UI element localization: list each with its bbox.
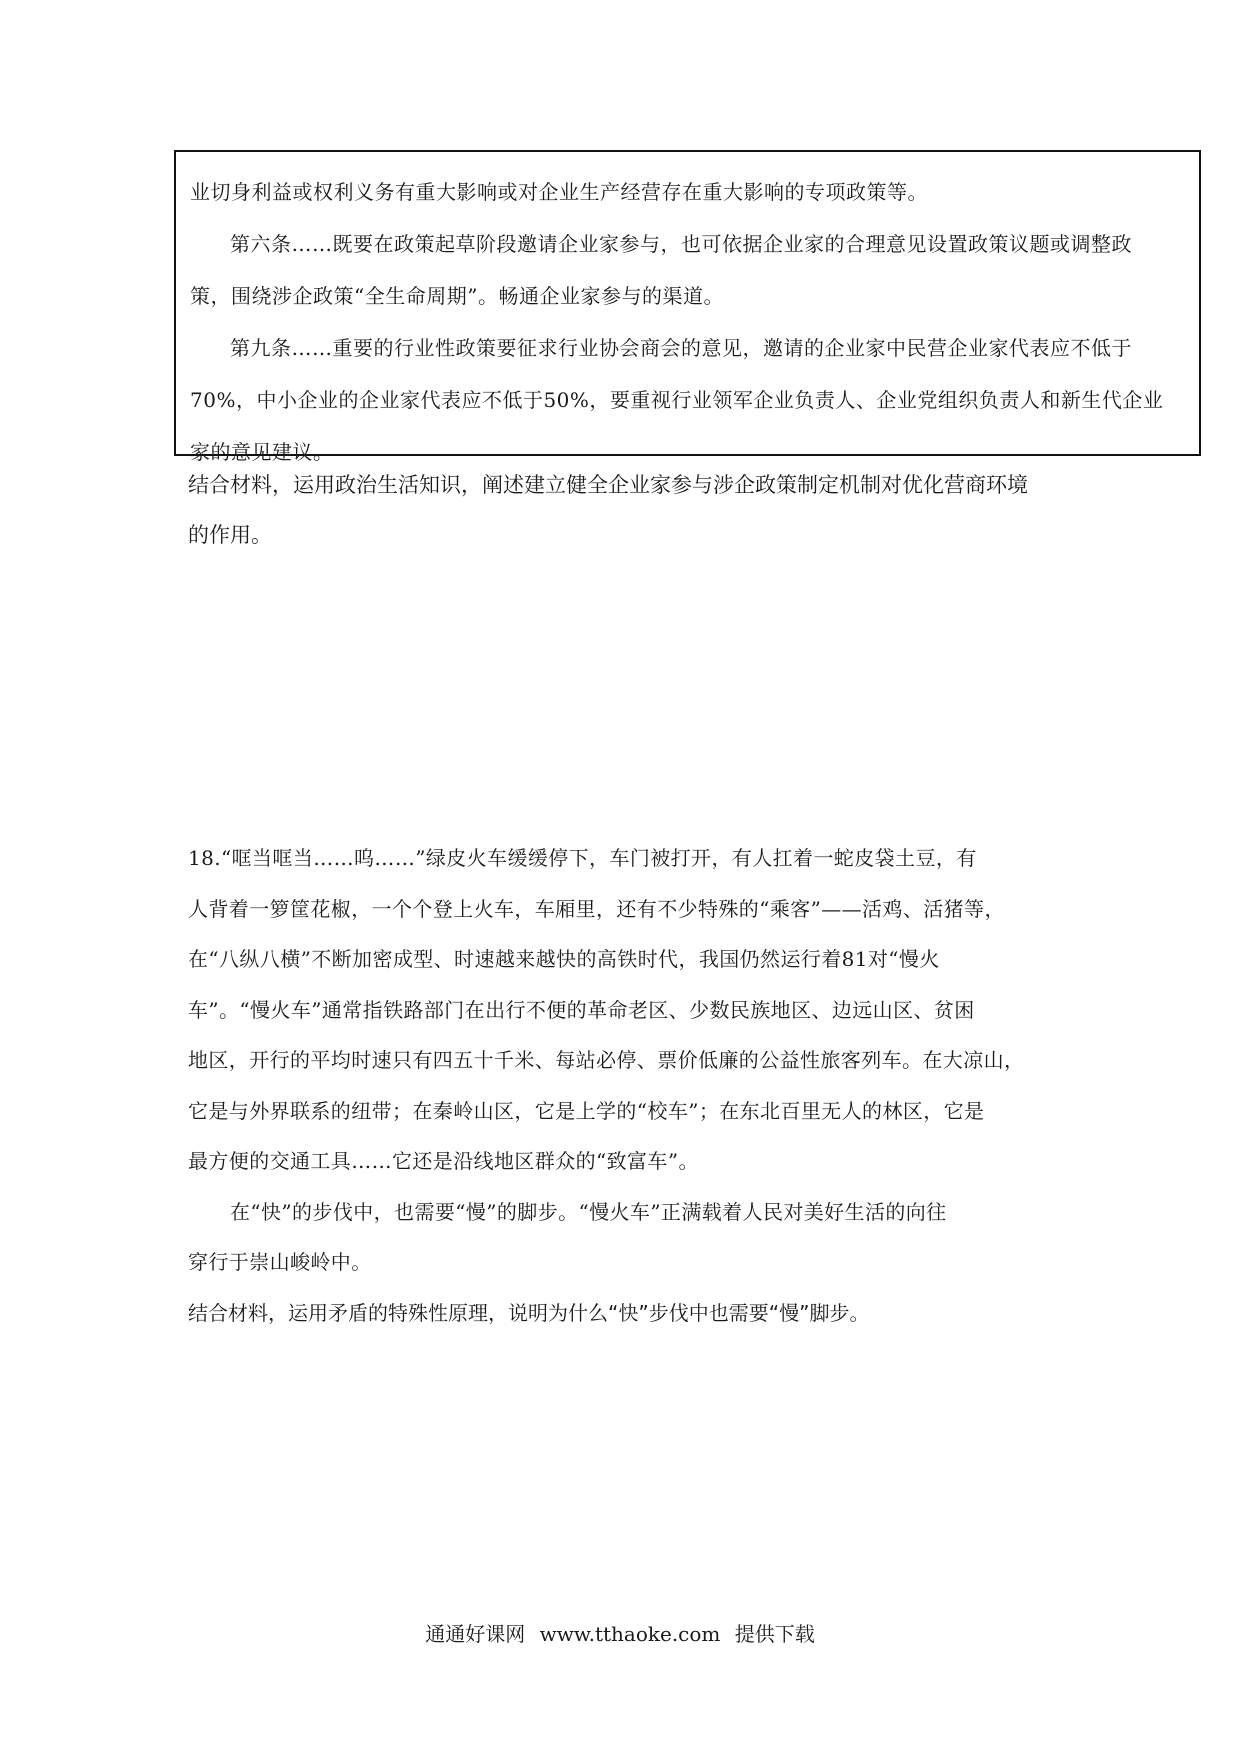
question17-prompt-line2: 的作用。 xyxy=(188,523,272,547)
question18-line: 在“八纵八横”不断加密成型、时速越来越快的高铁时代，我国仍然运行着81对“慢火 xyxy=(188,947,940,971)
question18-line: 人背着一箩筐花椒，一个个登上火车，车厢里，还有不少特殊的“乘客”——活鸡、活猪等， xyxy=(188,896,1005,921)
question18-line: 最方便的交通工具……它还是沿线地区群众的“致富车”。 xyxy=(188,1149,699,1173)
question18-line: 在“快”的步伐中，也需要“慢”的脚步。“慢火车”正满载着人民对美好生活的向往 xyxy=(230,1199,947,1224)
material-line: 第九条……重要的行业性政策要征求行业协会商会的意见，邀请的企业家中民营企业家代表应不低于 xyxy=(230,336,1132,360)
material-line: 第六条……既要在政策起草阶段邀请企业家参与，也可依据企业家的合理意见设置政策议题或调整政 xyxy=(230,232,1132,256)
question18-line: 18.“哐当哐当……呜……”绿皮火车缓缓停下，车门被打开，有人扛着一蛇皮袋土豆，有 xyxy=(188,846,977,870)
material-box xyxy=(174,150,1201,464)
question18 xyxy=(188,833,1068,1338)
material-line: 家的意见建议。 xyxy=(190,440,334,464)
material-line: 70%，中小企业的企业家代表应不低于50%，要重视行业领军企业负责人、企业党组织负责人和新生代企业 xyxy=(190,388,1164,412)
material-line: 业切身利益或权利义务有重大影响或对企业生产经营存在重大影响的专项政策等。 xyxy=(190,180,928,204)
footer-site-name: 通通好课网 xyxy=(425,1622,526,1646)
question18-line: 它是与外界联系的纽带；在秦岭山区，它是上学的“校车”；在东北百里无人的林区，它是 xyxy=(188,1098,985,1123)
question18-line: 穿行于崇山峻岭中。 xyxy=(188,1250,372,1274)
page-footer xyxy=(0,1618,1240,1647)
footer-suffix: 提供下载 xyxy=(734,1622,815,1646)
question18-prompt: 结合材料，运用矛盾的特殊性原理，说明为什么“快”步伐中也需要“慢”脚步。 xyxy=(188,1300,870,1325)
material-line: 策，围绕涉企政策“全生命周期”。畅通企业家参与的渠道。 xyxy=(190,284,724,308)
question17-prompt-line1: 结合材料，运用政治生活知识，阐述建立健全企业家参与涉企政策制定机制对优化营商环境 xyxy=(188,473,1028,497)
question18-line: 地区，开行的平均时速只有四五十千米、每站必停、票价低廉的公益性旅客列车。在大凉山， xyxy=(188,1048,1025,1072)
question18-line: 车”。“慢火车”通常指铁路部门在出行不便的革命老区、少数民族地区、边远山区、贫困 xyxy=(188,997,975,1022)
footer-url[interactable]: www.tthaoke.com xyxy=(539,1622,721,1646)
